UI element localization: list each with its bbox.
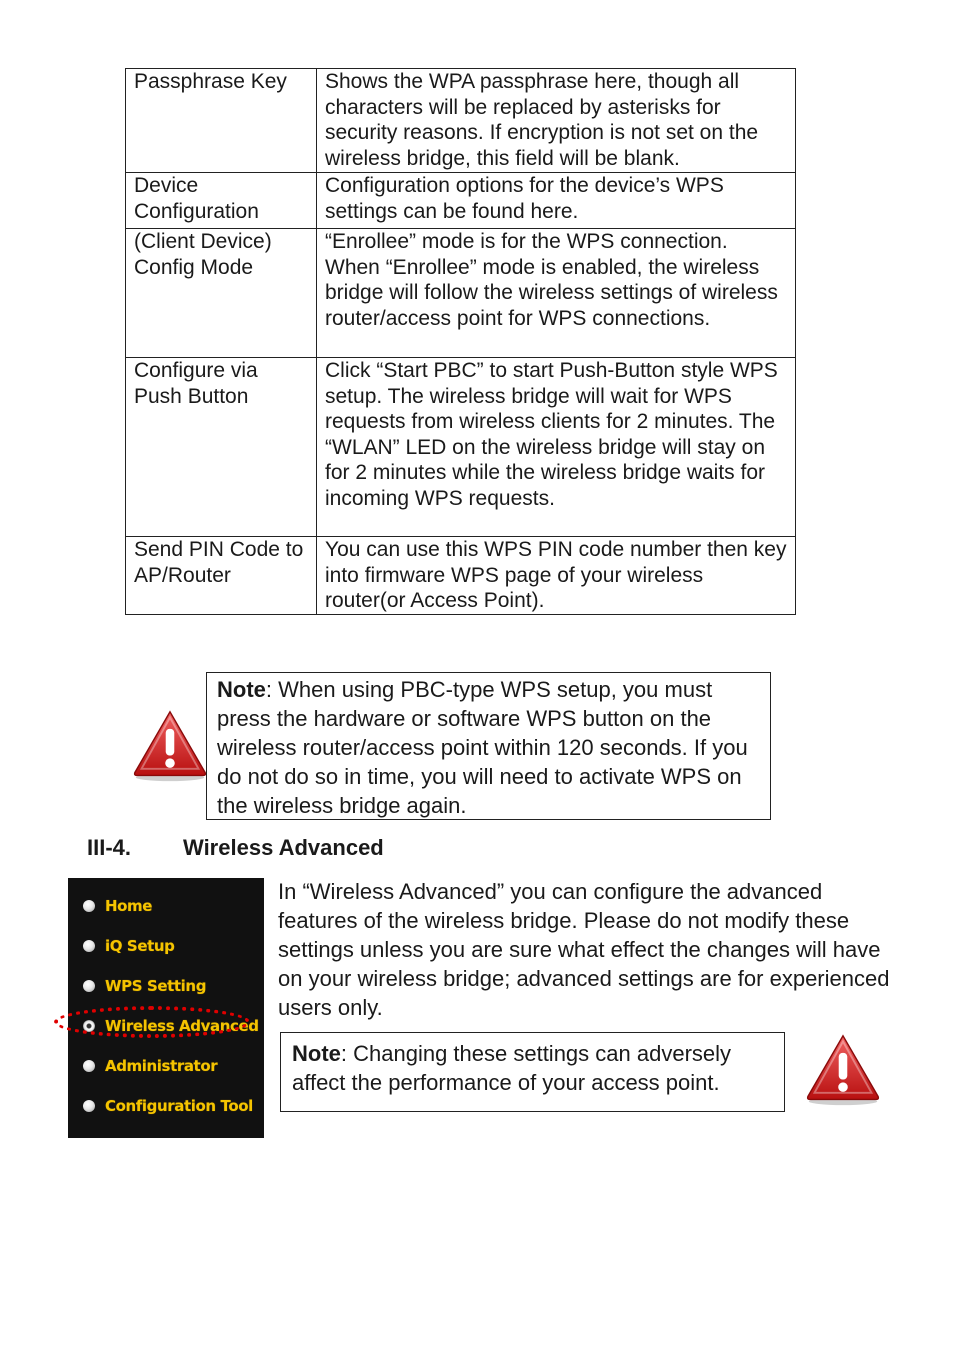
warning-triangle-icon <box>132 708 208 784</box>
section-title: Wireless Advanced <box>183 835 384 860</box>
radio-bullet-icon <box>83 900 95 912</box>
row-term: (Client Device) Config Mode <box>126 229 317 358</box>
menu-item-home[interactable] <box>83 896 152 916</box>
section-number: III-4. <box>87 835 132 860</box>
menu-item-wps-setting[interactable] <box>83 976 206 996</box>
menu-item-label: Home <box>105 897 153 915</box>
row-description: You can use this WPS PIN code number then key into firmware WPS page of your wireless router(or Access Point). <box>317 537 796 615</box>
settings-definition-table <box>125 68 796 615</box>
row-description: Click “Start PBC” to start Push-Button style WPS setup. The wireless bridge will wait for WPS requests from wireless clients for 2 minutes. The “WLAN” LED on the wireless bridge will stay on for 2 minutes while the wireless bridge waits for incoming WPS requests. <box>317 358 796 537</box>
row-term: Configure via Push Button <box>126 358 317 537</box>
table-row <box>126 229 796 358</box>
highlight-circle <box>54 1006 250 1038</box>
note-text: : When using PBC-type WPS setup, you must press the hardware or software WPS button on the wireless router/access point within 120 seconds. If you do not do so in time, you will need to activate WPS on the wireless bridge again. <box>217 677 748 818</box>
note-label: Note <box>292 1041 341 1066</box>
radio-bullet-icon <box>83 1100 95 1112</box>
note-label: Note <box>217 677 266 702</box>
note-box-wps <box>206 672 771 820</box>
row-term: Send PIN Code to AP/Router <box>126 537 317 615</box>
row-term: Device Configuration <box>126 173 317 229</box>
radio-bullet-icon <box>83 980 95 992</box>
row-description: Configuration options for the device’s WPS settings can be found here. <box>317 173 796 229</box>
menu-item-label: Administrator <box>105 1057 218 1075</box>
menu-item-iq-setup[interactable] <box>83 936 174 956</box>
section-heading <box>87 835 384 861</box>
note-box-advanced <box>280 1032 785 1112</box>
table-row <box>126 358 796 537</box>
radio-bullet-icon <box>83 940 95 952</box>
table-row <box>126 173 796 229</box>
intro-paragraph: In “Wireless Advanced” you can configure the advanced features of the wireless bridge. Please do not modify these settings unless you are sure what effect the changes will have on your wireless bridge; advanced settings are for experienced users only. <box>278 879 890 1020</box>
row-description: Shows the WPA passphrase here, though all characters will be replaced by asterisks for security reasons. If encryption is not set on the wireless bridge, this field will be blank. <box>317 69 796 173</box>
menu-item-label: iQ Setup <box>105 937 175 955</box>
table-row <box>126 69 796 173</box>
menu-item-label: Configuration Tool <box>105 1097 253 1115</box>
warning-triangle-icon <box>804 1032 882 1108</box>
radio-bullet-icon <box>83 1060 95 1072</box>
row-term: Passphrase Key <box>126 69 317 173</box>
menu-item-administrator[interactable] <box>83 1056 217 1076</box>
table-row <box>126 537 796 615</box>
menu-item-label: Wireless Advanced <box>105 1017 259 1035</box>
note-text: : Changing these settings can adversely affect the performance of your access point. <box>292 1041 732 1095</box>
menu-item-label: WPS Setting <box>105 977 207 995</box>
menu-item-configuration-tool[interactable] <box>83 1096 253 1116</box>
menu-screenshot <box>68 878 264 1138</box>
row-description: “Enrollee” mode is for the WPS connection. When “Enrollee” mode is enabled, the wireless bridge will follow the wireless settings of wireless router/access point for WPS connections. <box>317 229 796 358</box>
